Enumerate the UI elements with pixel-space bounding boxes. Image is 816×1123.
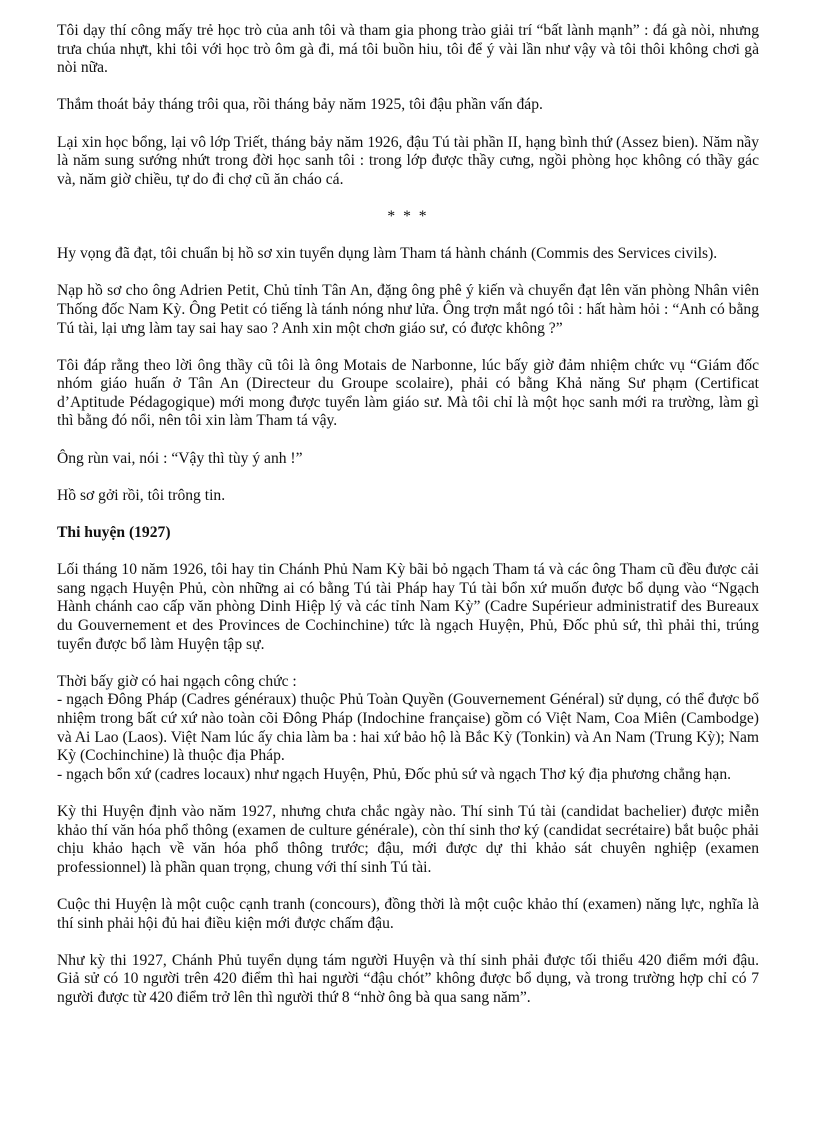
paragraph: Lại xin học bổng, lại vô lớp Triết, tháng bảy năm 1926, đậu Tú tài phần II, hạng bình thứ (Assez bien). Năm nầy là năm sung sướng nhứt trong đời học sanh tôi : trong lớp được thầy cưng, ngồi phòng học không có thầy gác và, năm giờ chiều, tự do đi chợ cũ ăn cháo cá.: [57, 133, 759, 188]
paragraph: Tôi dạy thí công mấy trẻ học trò của anh tôi và tham gia phong trào giải trí “bất lành mạnh” : đá gà nòi, nhưng trưa chúa nhựt, khi tôi với học trò ôm gà đi, má tôi buồn hiu, tôi để ý vài lần như vậy và tôi thôi không chơi gà nòi nữa.: [57, 22, 759, 77]
paragraph: Hồ sơ gởi rồi, tôi trông tin.: [57, 486, 226, 504]
list-block: [57, 673, 759, 785]
list-item: - ngạch Đông Pháp (Cadres généraux) thuộc Phủ Toàn Quyền (Gouvernement Général) sử dụng, có thể được bổ nhiệm trong bất cứ xứ nào toàn cõi Đông Pháp (Indochine française) gồm có Việt Nam, Coa Miên (Cambodge) và Ai Lao (Laos). Việt Nam lúc ấy chia làm ba : hai xứ bảo hộ là Bắc Kỳ (Tonkin) và An Nam (Trung Kỳ); Nam Kỳ (Cochinchine) là thuộc địa Pháp.: [57, 691, 759, 765]
paragraph: Nạp hồ sơ cho ông Adrien Petit, Chủ tỉnh Tân An, đặng ông phê ý kiến và chuyển đạt lên văn phòng Nhân viên Thống đốc Nam Kỳ. Ông Petit có tiếng là tánh nóng như lửa. Ông trợn mắt ngó tôi : hất hàm hỏi : “Anh có bằng Tú tài, lại ưng làm tay sai hay sao ? Anh xin một chơn giáo sư, có được không ?”: [57, 282, 759, 337]
paragraph: Thắm thoát bảy tháng trôi qua, rồi tháng bảy năm 1925, tôi đậu phần vấn đáp.: [57, 96, 543, 114]
paragraph: Hy vọng đã đạt, tôi chuẩn bị hồ sơ xin tuyển dụng làm Tham tá hành chánh (Commis des Services civils).: [57, 245, 718, 263]
paragraph: Tôi đáp rằng theo lời ông thầy cũ tôi là ông Motais de Narbonne, lúc bấy giờ đảm nhiệm chức vụ “Giám đốc nhóm giáo huấn ở Tân An (Directeur du Groupe scolaire), phải có bằng Khả năng Sư phạm (Certificat d’Aptitude Pédagogique) mới mong được tuyển làm giáo sư. Mà tôi chỉ là một học sanh mới ra trường, làm gì thì bằng đó nổi, nên tôi xin làm Tham tá vậy.: [57, 356, 759, 430]
paragraph: Kỳ thi Huyện định vào năm 1927, nhưng chưa chắc ngày nào. Thí sinh Tú tài (candidat bachelier) được miễn khảo thí văn hóa phổ thông (examen de culture générale), còn thí sinh thơ ký (candidat secrétaire) bắt buộc phải chịu khảo hạch về văn hóa phổ thông trước; đậu, mới được dự thi khảo sát chuyên nghiệp (examen professionnel) là phần quan trọng, chung với thí sinh Tú tài.: [57, 802, 759, 876]
paragraph: Ông rùn vai, nói : “Vậy thì tùy ý anh !”: [57, 449, 303, 467]
paragraph: Lối tháng 10 năm 1926, tôi hay tin Chánh Phủ Nam Kỳ bãi bỏ ngạch Tham tá và các ông Tham cũ đều được cải sang ngạch Huyện Phủ, còn những ai có bằng Tú tài Pháp hay Tú tài bổn xứ muốn được bổ dụng vào “Ngạch Hành chánh cao cấp văn phòng Dinh Hiệp lý và các tỉnh Nam Kỳ” (Cadre Supérieur administratif des Bureaux du Gouvernement et des Provinces de Cochinchine) tức là ngạch Huyện, Phủ, Đốc phủ sứ, thì phải thi, trúng tuyển được bổ làm Huyện tập sự.: [57, 561, 759, 653]
section-heading: Thi huyện (1927): [57, 524, 171, 542]
list-intro: Thời bấy giờ có hai ngạch công chức :: [57, 672, 297, 690]
paragraph: Cuộc thi Huyện là một cuộc cạnh tranh (concours), đồng thời là một cuộc khảo thí (examen) năng lực, nghĩa là thí sinh phải hội đủ hai điều kiện mới được chấm đậu.: [57, 895, 759, 932]
section-separator: * * *: [387, 207, 429, 225]
paragraph: Như kỳ thi 1927, Chánh Phủ tuyển dụng tám người Huyện và thí sinh phải được tối thiểu 420 điểm mới đậu. Giả sử có 10 người trên 420 điểm thì hai người “đậu chót” không được bổ dụng, và trong trường hợp chỉ có 7 người được từ 420 điểm trở lên thì người thứ 8 “nhờ ông bà qua sang năm”.: [57, 951, 759, 1006]
list-item: - ngạch bổn xứ (cadres locaux) như ngạch Huyện, Phủ, Đốc phủ sứ và ngạch Thơ ký địa phương chẳng hạn.: [57, 765, 732, 783]
